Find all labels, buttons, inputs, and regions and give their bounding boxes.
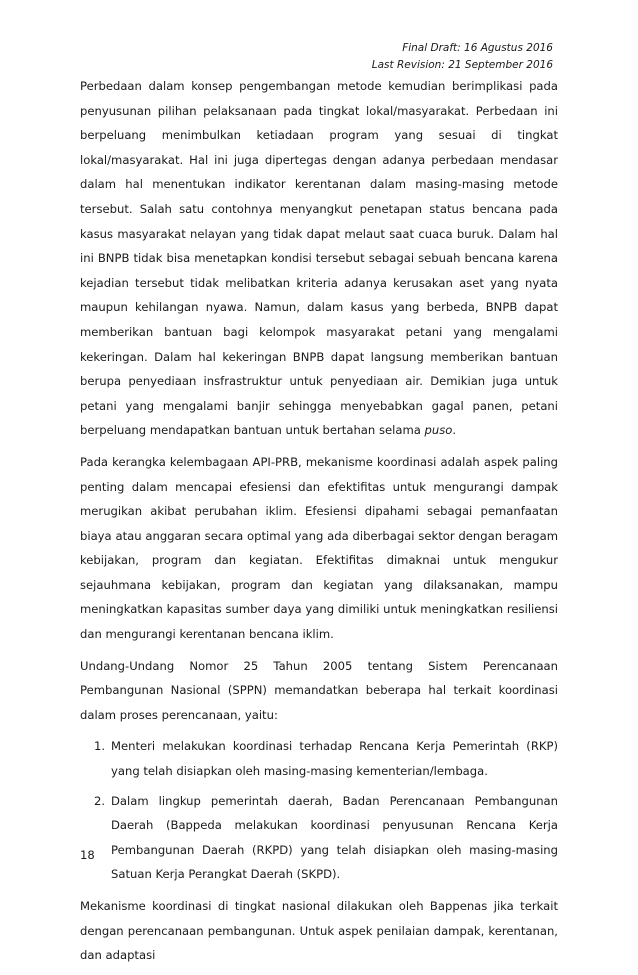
numbered-list bbox=[80, 734, 558, 887]
paragraph-1-end: . bbox=[452, 423, 457, 438]
paragraph-2: Pada kerangka kelembagaan API-PRB, mekanisme koordinasi adalah aspek paling penting dalam mencapai efesiensi dan efektifitas untuk mengurangi dampak merugikan akibat perubahan iklim. Efesiensi dipahami sebagai pemanfaatan biaya atau anggaran secara optimal yang ada diberbagai sektor dengan beragam kebijakan, program dan kegiatan. Efektifitas dimaknai untuk mengukur sejauhmana kebijakan, program dan kegiatan yang dilaksanakan, mampu meningkatkan kapasitas sumber daya yang dimiliki untuk meningkatkan resiliensi dan mengurangi kerentanan bencana iklim. bbox=[80, 454, 558, 642]
last-revision-date: Last Revision: 21 September 2016 bbox=[371, 59, 553, 71]
page-header bbox=[372, 40, 553, 74]
paragraph-3: Undang-Undang Nomor 25 Tahun 2005 tentang Sistem Perencanaan Pembangunan Nasional (SPPN) memandatkan beberapa hal terkait koordinasi dalam proses perencanaan, yaitu: bbox=[80, 658, 558, 722]
body-text bbox=[80, 74, 558, 975]
list-item-number: 1. bbox=[94, 739, 106, 754]
list-item-number: 2. bbox=[94, 793, 106, 808]
list-item-text: Menteri melakukan koordinasi terhadap Rencana Kerja Pemerintah (RKP) yang telah disiapkan oleh masing-masing kementerian/lembaga. bbox=[111, 739, 558, 779]
paragraph-4: Mekanisme koordinasi di tingkat nasional dilakukan oleh Bappenas jika terkait dengan perencanaan pembangunan. Untuk aspek penilaian dampak, kerentanan, dan adaptasi bbox=[80, 899, 558, 963]
list-item bbox=[80, 734, 558, 783]
paragraph-1-text: Perbedaan dalam konsep pengembangan metode kemudian berimplikasi pada penyusunan pilihan pelaksanaan pada tingkat lokal/masyarakat. Perbedaan ini berpeluang menimbulkan ketiadaan program yang sesuai di tingkat lokal/masyarakat. Hal ini juga dipertegas dengan adanya perbedaan mendasar dalam hal menentukan indikator kerentanan dalam masing-masing metode tersebut. Salah satu contohnya menyangkut penetapan status bencana pada kasus masyarakat nelayan yang tidak dapat melaut saat cuaca buruk. Dalam hal ini BNPB tidak bisa menetapkan kondisi tersebut sebagai sebuah bencana karena kejadian tersebut tidak melibatkan kriteria adanya kerusakan aset yang nyata maupun kehilangan nyawa. Namun, dalam kasus yang berbeda, BNPB dapat memberikan bantuan bagi kelompok masyarakat petani yang mengalami kekeringan. Dalam hal kekeringan BNPB dapat langsung memberikan bantuan berupa penyediaan insfrastruktur untuk penyediaan air. Demikian juga untuk petani yang mengalami banjir sehingga menyebabkan gagal panen, petani berpeluang mendapatkan bantuan untuk bertahan selama bbox=[80, 79, 558, 438]
list-item bbox=[80, 789, 558, 887]
paragraph-1 bbox=[80, 74, 558, 443]
page-number: 18 bbox=[80, 848, 95, 862]
final-draft-date: Final Draft: 16 Agustus 2016 bbox=[402, 42, 553, 54]
list-item-text: Dalam lingkup pemerintah daerah, Badan Perencanaan Pembangunan Daerah (Bappeda melakukan koordinasi penyusunan Rencana Kerja Pembangunan Daerah (RKPD) yang telah disiapkan oleh masing-masing Satuan Kerja Perangkat Daerah (SKPD). bbox=[111, 793, 558, 882]
paragraph-1-italic-term: puso bbox=[424, 423, 453, 438]
